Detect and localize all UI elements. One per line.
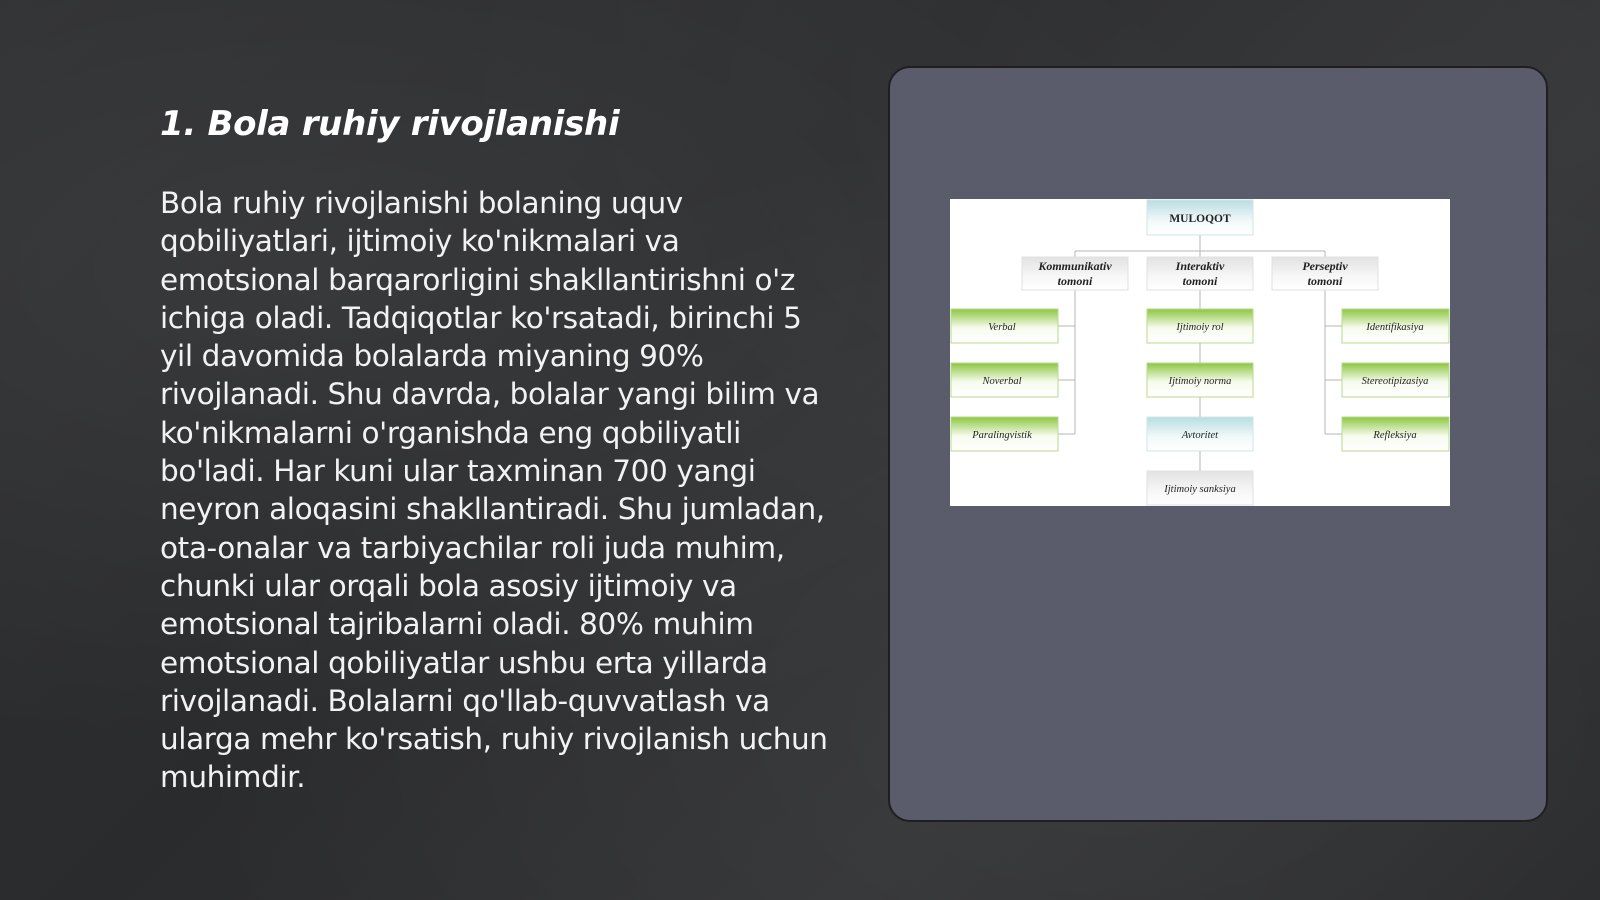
branch-label-line2: tomoni — [1057, 274, 1093, 288]
slide-body-text: Bola ruhiy rivojlanishi bolaning uquv qobiliyatlari, ijtimoiy ko'nikmalari va emotsional barqarorligini shakllantirishni o'z ichiga oladi. Tadqiqotlar ko'rsatadi, birinchi 5 yil davomida bolalarda miyaning 90% rivojlanadi. Shu davrda, bolalar yangi bilim va ko'nikmalarni o'rganishda eng qobiliyatli bo'ladi. Har kuni ular taxminan 700 yangi neyron aloqasini shakllantiradi. Shu jumladan, ota-onalar va tarbiyachilar roli juda muhim, chunki ular orqali bola asosiy ijtimoiy va emotsional tajribalarni oladi. 80% muhim emotsional qobiliyatlar ushbu erta yillarda rivojlanadi. Bolalarni qo'llab-quvvatlash va ularga mehr ko'rsatish, ruhiy rivojlanish uchun muhimdir. — [160, 186, 828, 795]
node-ijtimoiy-norma — [1147, 363, 1253, 397]
branch-label-line1: Interaktiv — [1175, 259, 1225, 273]
node-paralingvistik — [951, 417, 1058, 451]
node-label: Stereotipizasiya — [1361, 376, 1429, 387]
node-ijtimoiy-sanksiya — [1147, 471, 1253, 505]
node-label: Verbal — [988, 322, 1016, 333]
branch-label-line1: Perseptiv — [1302, 259, 1348, 273]
branch-label-line2: tomoni — [1182, 274, 1218, 288]
node-label: Noverbal — [982, 376, 1022, 387]
node-label: Ijtimoiy norma — [1168, 376, 1232, 387]
node-identifikasiya — [1342, 309, 1449, 343]
node-ijtimoiy-rol — [1147, 309, 1253, 343]
node-verbal — [951, 309, 1058, 343]
node-avtoritet — [1147, 417, 1253, 451]
node-label: Refleksiya — [1373, 430, 1417, 441]
node-label: Ijtimoiy sanksiya — [1164, 484, 1236, 495]
branch-node-perseptiv — [1272, 257, 1378, 290]
diagram-svg — [950, 199, 1450, 506]
diagram-root-node — [1147, 200, 1253, 235]
node-label: Ijtimoiy rol — [1176, 322, 1224, 333]
branch-label-line2: tomoni — [1307, 274, 1343, 288]
muloqot-diagram — [950, 199, 1450, 506]
branch-node-kommunikativ — [1022, 257, 1128, 290]
node-label: Paralingvistik — [972, 430, 1032, 441]
node-refleksiya — [1342, 417, 1449, 451]
node-noverbal — [951, 363, 1058, 397]
node-label: Identifikasiya — [1366, 322, 1424, 333]
slide-title: 1. Bola ruhiy rivojlanishi — [160, 104, 620, 144]
branch-label-line1: Kommunikativ — [1038, 259, 1112, 273]
branch-node-interaktiv — [1147, 257, 1253, 290]
node-label: Avtoritet — [1181, 430, 1219, 441]
node-stereotipizasiya — [1342, 363, 1449, 397]
root-label: MULOQOT — [1169, 213, 1231, 225]
